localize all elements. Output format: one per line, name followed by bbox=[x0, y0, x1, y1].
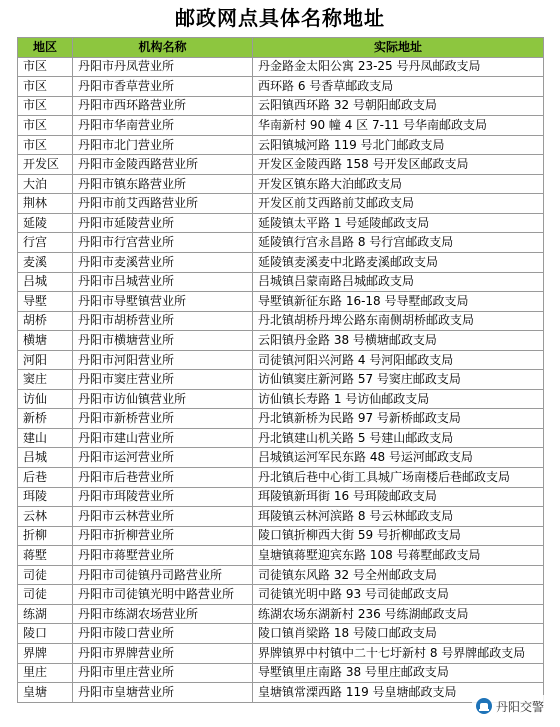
table-row bbox=[18, 272, 544, 292]
table-row bbox=[18, 292, 544, 312]
cell-region: 市区 bbox=[18, 116, 73, 136]
cell-institution: 丹阳市界牌营业所 bbox=[73, 643, 253, 663]
cell-address: 界牌镇界中村镇中二十七圩新村 8 号界牌邮政支局 bbox=[253, 643, 544, 663]
cell-address: 访仙镇长寿路 1 号访仙邮政支局 bbox=[253, 389, 544, 409]
cell-address: 司徒镇河阳兴河路 4 号河阳邮政支局 bbox=[253, 350, 544, 370]
cell-institution: 丹阳市丹凤营业所 bbox=[73, 57, 253, 77]
cell-institution: 丹阳市镇东路营业所 bbox=[73, 174, 253, 194]
cell-region: 市区 bbox=[18, 96, 73, 116]
cell-address: 丹北镇胡桥丹埤公路东南侧胡桥邮政支局 bbox=[253, 311, 544, 331]
table-row bbox=[18, 233, 544, 253]
cell-region: 窦庄 bbox=[18, 370, 73, 390]
cell-address: 延陵镇麦溪麦中北路麦溪邮政支局 bbox=[253, 253, 544, 273]
cell-institution: 丹阳市香草营业所 bbox=[73, 77, 253, 97]
cell-region: 折柳 bbox=[18, 526, 73, 546]
table-header-row bbox=[18, 38, 544, 58]
table-row bbox=[18, 565, 544, 585]
cell-address: 西环路 6 号香草邮政支局 bbox=[253, 77, 544, 97]
table-row bbox=[18, 331, 544, 351]
cell-region: 访仙 bbox=[18, 389, 73, 409]
cell-region: 陵口 bbox=[18, 624, 73, 644]
cell-institution: 丹阳市访仙镇营业所 bbox=[73, 389, 253, 409]
cell-region: 里庄 bbox=[18, 663, 73, 683]
cell-region: 行宫 bbox=[18, 233, 73, 253]
cell-address: 珥陵镇新珥街 16 号珥陵邮政支局 bbox=[253, 487, 544, 507]
police-badge-icon bbox=[476, 698, 492, 714]
cell-address: 珥陵镇云林河滨路 8 号云林邮政支局 bbox=[253, 507, 544, 527]
cell-institution: 丹阳市前艾西路营业所 bbox=[73, 194, 253, 214]
cell-region: 市区 bbox=[18, 135, 73, 155]
cell-address: 练湖农场东湖新村 236 号练湖邮政支局 bbox=[253, 604, 544, 624]
cell-institution: 丹阳市陵口营业所 bbox=[73, 624, 253, 644]
cell-address: 云阳镇西环路 32 号朝阳邮政支局 bbox=[253, 96, 544, 116]
cell-institution: 丹阳市司徒镇丹司路营业所 bbox=[73, 565, 253, 585]
cell-region: 后巷 bbox=[18, 468, 73, 488]
cell-address: 导墅镇里庄南路 38 号里庄邮政支局 bbox=[253, 663, 544, 683]
cell-region: 新桥 bbox=[18, 409, 73, 429]
table-row bbox=[18, 311, 544, 331]
cell-address: 丹金路金太阳公寓 23-25 号丹凤邮政支局 bbox=[253, 57, 544, 77]
cell-address: 吕城镇吕蒙南路吕城邮政支局 bbox=[253, 272, 544, 292]
table-row bbox=[18, 663, 544, 683]
cell-institution: 丹阳市云林营业所 bbox=[73, 507, 253, 527]
table-row bbox=[18, 77, 544, 97]
table-row bbox=[18, 643, 544, 663]
cell-address: 丹北镇新桥为民路 97 号新桥邮政支局 bbox=[253, 409, 544, 429]
cell-institution: 丹阳市行宫营业所 bbox=[73, 233, 253, 253]
cell-institution: 丹阳市折柳营业所 bbox=[73, 526, 253, 546]
cell-region: 云林 bbox=[18, 507, 73, 527]
cell-institution: 丹阳市珥陵营业所 bbox=[73, 487, 253, 507]
cell-address: 皇塘镇常溧西路 119 号皇塘邮政支局 bbox=[253, 683, 544, 703]
cell-region: 皇塘 bbox=[18, 683, 73, 703]
column-header-region: 地区 bbox=[18, 38, 73, 58]
table-row bbox=[18, 174, 544, 194]
cell-region: 开发区 bbox=[18, 155, 73, 175]
cell-address: 陵口镇肖梁路 18 号陵口邮政支局 bbox=[253, 624, 544, 644]
cell-institution: 丹阳市练湖农场营业所 bbox=[73, 604, 253, 624]
table-row bbox=[18, 604, 544, 624]
cell-region: 吕城 bbox=[18, 448, 73, 468]
cell-region: 练湖 bbox=[18, 604, 73, 624]
cell-institution: 丹阳市新桥营业所 bbox=[73, 409, 253, 429]
cell-region: 延陵 bbox=[18, 213, 73, 233]
cell-institution: 丹阳市里庄营业所 bbox=[73, 663, 253, 683]
table-row bbox=[18, 624, 544, 644]
cell-address: 丹北镇后巷中心街工具城广场南楼后巷邮政支局 bbox=[253, 468, 544, 488]
table-row bbox=[18, 96, 544, 116]
table-row bbox=[18, 428, 544, 448]
cell-institution: 丹阳市华南营业所 bbox=[73, 116, 253, 136]
table-row bbox=[18, 409, 544, 429]
cell-region: 大泊 bbox=[18, 174, 73, 194]
cell-region: 界牌 bbox=[18, 643, 73, 663]
table-row bbox=[18, 350, 544, 370]
cell-address: 开发区前艾西路前艾邮政支局 bbox=[253, 194, 544, 214]
cell-region: 荆林 bbox=[18, 194, 73, 214]
table-row bbox=[18, 546, 544, 566]
cell-address: 延陵镇行宫永昌路 8 号行宫邮政支局 bbox=[253, 233, 544, 253]
cell-address: 华南新村 90 幢 4 区 7-11 号华南邮政支局 bbox=[253, 116, 544, 136]
cell-region: 建山 bbox=[18, 428, 73, 448]
cell-institution: 丹阳市胡桥营业所 bbox=[73, 311, 253, 331]
cell-region: 司徒 bbox=[18, 565, 73, 585]
cell-address: 延陵镇太平路 1 号延陵邮政支局 bbox=[253, 213, 544, 233]
cell-address: 司徒镇光明中路 93 号司徒邮政支局 bbox=[253, 585, 544, 605]
table-row bbox=[18, 135, 544, 155]
cell-address: 开发区金陵西路 158 号开发区邮政支局 bbox=[253, 155, 544, 175]
table-row bbox=[18, 526, 544, 546]
table-row bbox=[18, 253, 544, 273]
cell-institution: 丹阳市运河营业所 bbox=[73, 448, 253, 468]
cell-address: 吕城镇运河军民东路 48 号运河邮政支局 bbox=[253, 448, 544, 468]
cell-region: 蒋墅 bbox=[18, 546, 73, 566]
cell-institution: 丹阳市司徒镇光明中路营业所 bbox=[73, 585, 253, 605]
column-header-address: 实际地址 bbox=[253, 38, 544, 58]
cell-region: 市区 bbox=[18, 77, 73, 97]
table-row bbox=[18, 116, 544, 136]
cell-address: 司徒镇东风路 32 号全州邮政支局 bbox=[253, 565, 544, 585]
cell-region: 河阳 bbox=[18, 350, 73, 370]
cell-institution: 丹阳市麦溪营业所 bbox=[73, 253, 253, 273]
cell-institution: 丹阳市金陵西路营业所 bbox=[73, 155, 253, 175]
cell-region: 横塘 bbox=[18, 331, 73, 351]
cell-institution: 丹阳市建山营业所 bbox=[73, 428, 253, 448]
cell-institution: 丹阳市河阳营业所 bbox=[73, 350, 253, 370]
postal-outlets-table bbox=[17, 37, 544, 703]
cell-institution: 丹阳市后巷营业所 bbox=[73, 468, 253, 488]
cell-address: 访仙镇窦庄新河路 57 号窦庄邮政支局 bbox=[253, 370, 544, 390]
cell-address: 云阳镇丹金路 38 号横塘邮政支局 bbox=[253, 331, 544, 351]
table-row bbox=[18, 213, 544, 233]
table-row bbox=[18, 468, 544, 488]
cell-region: 胡桥 bbox=[18, 311, 73, 331]
cell-institution: 丹阳市延陵营业所 bbox=[73, 213, 253, 233]
cell-region: 市区 bbox=[18, 57, 73, 77]
table-row bbox=[18, 155, 544, 175]
table-row bbox=[18, 507, 544, 527]
cell-address: 皇塘镇蒋墅迎宾东路 108 号蒋墅邮政支局 bbox=[253, 546, 544, 566]
cell-region: 司徒 bbox=[18, 585, 73, 605]
cell-institution: 丹阳市北门营业所 bbox=[73, 135, 253, 155]
table-row bbox=[18, 370, 544, 390]
cell-institution: 丹阳市皇塘营业所 bbox=[73, 683, 253, 703]
watermark bbox=[472, 695, 552, 717]
cell-address: 云阳镇城河路 119 号北门邮政支局 bbox=[253, 135, 544, 155]
cell-institution: 丹阳市西环路营业所 bbox=[73, 96, 253, 116]
page-title: 邮政网点具体名称地址 bbox=[175, 6, 385, 30]
cell-address: 陵口镇折柳西大街 59 号折柳邮政支局 bbox=[253, 526, 544, 546]
table-row bbox=[18, 57, 544, 77]
table-row bbox=[18, 194, 544, 214]
cell-institution: 丹阳市横塘营业所 bbox=[73, 331, 253, 351]
cell-region: 吕城 bbox=[18, 272, 73, 292]
table-row bbox=[18, 389, 544, 409]
cell-address: 丹北镇建山机关路 5 号建山邮政支局 bbox=[253, 428, 544, 448]
table-row bbox=[18, 683, 544, 703]
cell-address: 导墅镇新征东路 16-18 号导墅邮政支局 bbox=[253, 292, 544, 312]
cell-institution: 丹阳市吕城营业所 bbox=[73, 272, 253, 292]
cell-institution: 丹阳市蒋墅营业所 bbox=[73, 546, 253, 566]
cell-institution: 丹阳市导墅镇营业所 bbox=[73, 292, 253, 312]
cell-region: 导墅 bbox=[18, 292, 73, 312]
watermark-text: 丹阳交警 bbox=[495, 699, 544, 714]
cell-region: 麦溪 bbox=[18, 253, 73, 273]
cell-region: 珥陵 bbox=[18, 487, 73, 507]
table-row bbox=[18, 448, 544, 468]
cell-institution: 丹阳市窦庄营业所 bbox=[73, 370, 253, 390]
table-row bbox=[18, 585, 544, 605]
column-header-institution: 机构名称 bbox=[73, 38, 253, 58]
table-row bbox=[18, 487, 544, 507]
cell-address: 开发区镇东路大泊邮政支局 bbox=[253, 174, 544, 194]
